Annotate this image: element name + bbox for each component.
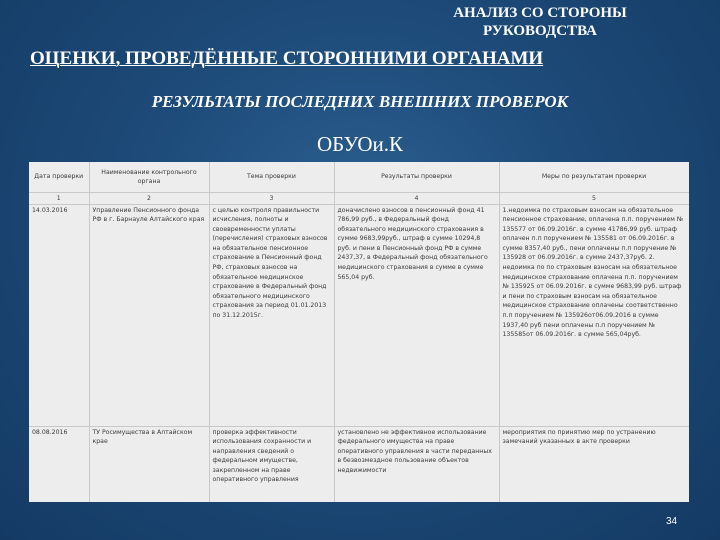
col-number: 3: [209, 192, 334, 204]
header-date: Дата проверки: [29, 162, 89, 192]
table-header-row: [29, 162, 689, 192]
header-result: Результаты проверки: [334, 162, 499, 192]
header-topic: Тема проверки: [209, 162, 334, 192]
section-header-line2: РУКОВОДСТВА: [483, 23, 597, 39]
section-header: [430, 4, 650, 40]
cell-result: установлено не эффективное использование федерального имущества на праве оперативного управления в части переданных в безвозмездное пользование объектов недвижимости: [334, 426, 499, 502]
cell-body: ТУ Росимущества в Алтайском крае: [89, 426, 209, 502]
col-number: 1: [29, 192, 89, 204]
table-row: [29, 204, 689, 426]
page-number: 34: [666, 516, 678, 527]
table-number-row: [29, 192, 689, 204]
cell-result: доначислено взносов в пенсионный фонд 41 786,99 руб., в Федеральный фонд обязательного медицинского страхования в сумме 9683,99руб., штраф в сумме 10294,8 руб. и пени в Пенсионный фонд РФ в сумме 2437,37, в Федеральный фонд обязательного медицинского страхования в сумме в сумме 565,04 руб.: [334, 204, 499, 426]
col-number: 4: [334, 192, 499, 204]
inspections-table-panel: [29, 162, 689, 502]
section-header-line1: АНАЛИЗ СО СТОРОНЫ: [453, 5, 627, 21]
inspections-table: [29, 162, 689, 502]
cell-date: 08.08.2016: [29, 426, 89, 502]
cell-body: Управление Пенсионного фонда РФ в г. Барнауле Алтайского края: [89, 204, 209, 426]
slide-title: ОЦЕНКИ, ПРОВЕДЁННЫЕ СТОРОННИМИ ОРГАНАМИ: [30, 48, 544, 69]
organization-name: ОБУОи.К: [317, 132, 403, 156]
cell-topic: проверка эффективности использования сохранности и направления сведений о федеральном имуществе, закрепленном на праве оперативного управления: [209, 426, 334, 502]
header-measures: Меры по результатам проверки: [499, 162, 689, 192]
cell-date: 14.03.2016: [29, 204, 89, 426]
cell-measures: 1.недоимка по страховым взносам на обязательное пенсионное страхование, оплачена п.п. поручением № 135577 от 06.09.2016г. в сумме 41786,99 руб. штраф оплачен п.п поручением № 135581 от 06.09.2016г. в сумме 8357,40 руб., пени оплачены п.п поручение № 135928 от 06.09.2016г. в сумме 2437,37руб. 2. недоимка по по страховым взносам на обязательное медицинское страхование оплачена п.п. поручением № 135925 от 06.09.2016г. в сумме 9683,99 руб. штраф и пени по страховым взносам на обязательное медицинское страхование оплачены соответственно п.п поручением № 135926от06.09.2016 в сумме 1937,40 руб пени оплачены п.п поручением № 135585от 06.09.2016г. в сумме 565,04руб.: [499, 204, 689, 426]
col-number: 5: [499, 192, 689, 204]
cell-topic: с целью контроля правильности исчисления, полноты и своевременности уплаты (перечисления) страховых взносов на обязательное пенсионное страхование в Пенсионный фонд РФ, страховых взносов на обязательное медицинское страхование в Федеральный фонд обязательного медицинского страхования за период 01.01.2013 по 31.12.2015г.: [209, 204, 334, 426]
header-body: Наименование контрольного органа: [89, 162, 209, 192]
table-row: [29, 426, 689, 502]
slide-subtitle: РЕЗУЛЬТАТЫ ПОСЛЕДНИХ ВНЕШНИХ ПРОВЕРОК: [151, 92, 569, 111]
cell-measures: мероприятия по принятию мер по устранению замечаний указанных в акте проверки: [499, 426, 689, 502]
col-number: 2: [89, 192, 209, 204]
